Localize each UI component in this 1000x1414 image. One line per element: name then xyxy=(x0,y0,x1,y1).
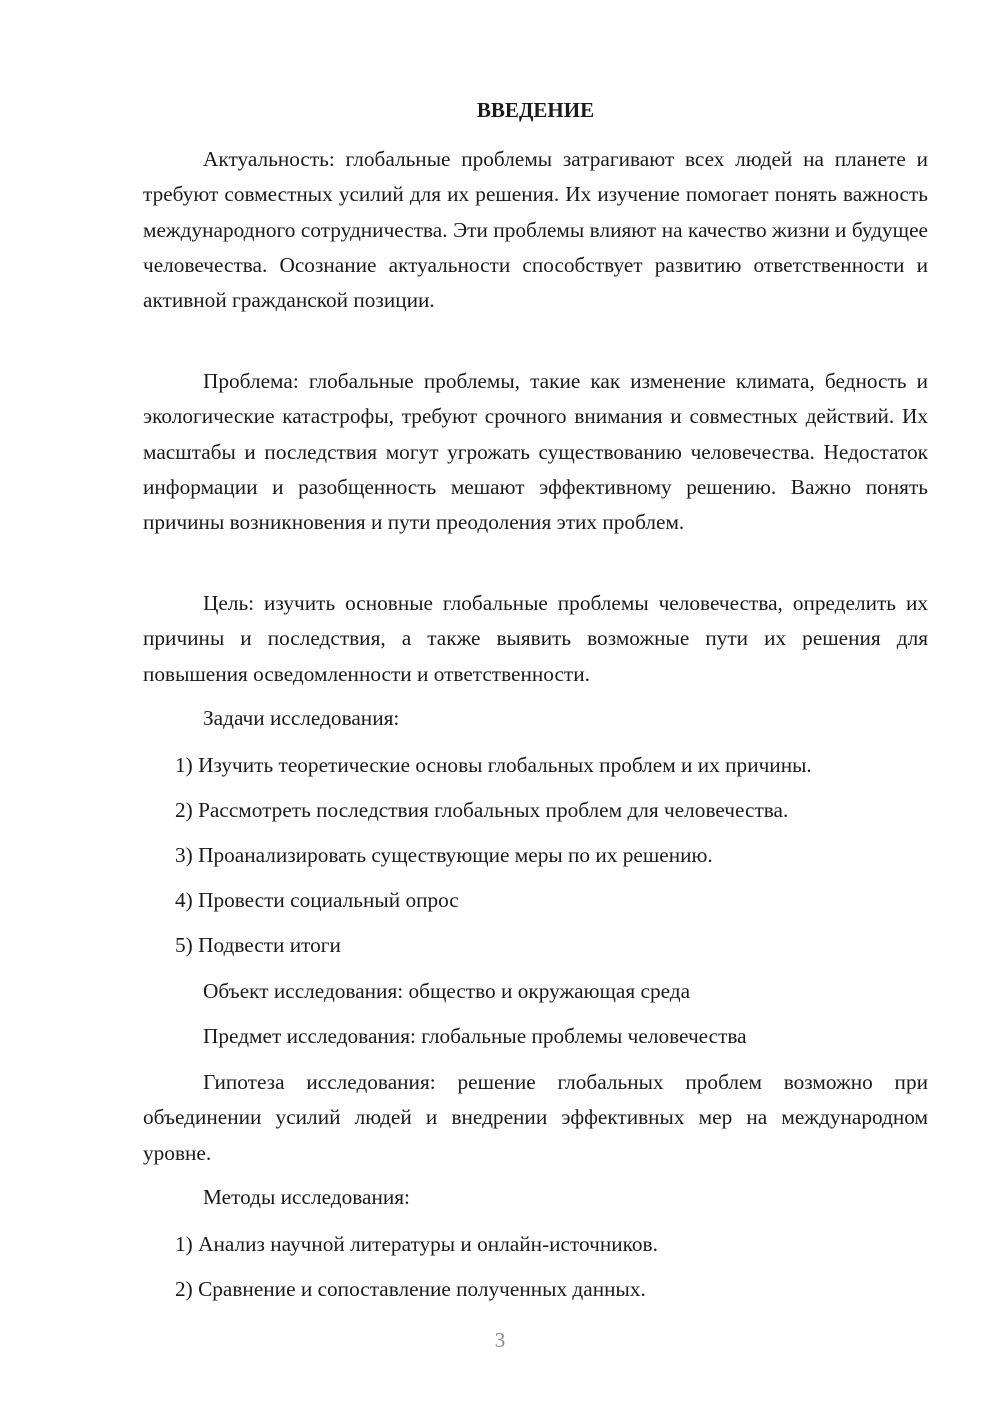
task-item-2: 2) Рассмотреть последствия глобальных проблем для человечества. xyxy=(175,798,789,822)
problem-paragraph: Проблема: глобальные проблемы, такие как изменение климата, бедность и экологические катастрофы, требуют срочного внимания и совместных действий. Их масштабы и последствия могут угрожать существованию человечества. Недостаток информации и разобщенность мешают эффективному решению. Важно понять причины возникновения и пути преодоления этих проблем. xyxy=(143,369,928,535)
method-item-2: 2) Сравнение и сопоставление полученных данных. xyxy=(175,1277,646,1301)
goal-paragraph: Цель: изучить основные глобальные проблемы человечества, определить их причины и последствия, а также выявить возможные пути их решения для повышения осведомленности и ответственности. xyxy=(143,591,928,686)
methods-heading: Методы исследования: xyxy=(203,1185,410,1209)
task-item-4: 4) Провести социальный опрос xyxy=(175,888,459,912)
task-item-3: 3) Проанализировать существующие меры по их решению. xyxy=(175,843,713,867)
method-item-1: 1) Анализ научной литературы и онлайн-источников. xyxy=(175,1232,658,1256)
page-number: 3 xyxy=(494,1328,506,1352)
research-object: Объект исследования: общество и окружающая среда xyxy=(203,979,691,1003)
relevance-paragraph: Актуальность: глобальные проблемы затрагивают всех людей на планете и требуют совместных усилий для их решения. Их изучение помогает понять важность международного сотрудничества. Эти проблемы влияют на качество жизни и будущее человечества. Осознание актуальности способствует развитию ответственности и активной гражданской позиции. xyxy=(143,147,928,313)
hypothesis-paragraph: Гипотеза исследования: решение глобальных проблем возможно при объединении усилий людей и внедрении эффективных мер на международном уровне. xyxy=(143,1070,928,1165)
task-item-1: 1) Изучить теоретические основы глобальных проблем и их причины. xyxy=(175,753,812,777)
research-subject: Предмет исследования: глобальные проблемы человечества xyxy=(203,1024,747,1048)
task-item-5: 5) Подвести итоги xyxy=(175,933,341,957)
tasks-heading: Задачи исследования: xyxy=(203,706,400,730)
section-title: ВВЕДЕНИЕ xyxy=(476,98,595,122)
